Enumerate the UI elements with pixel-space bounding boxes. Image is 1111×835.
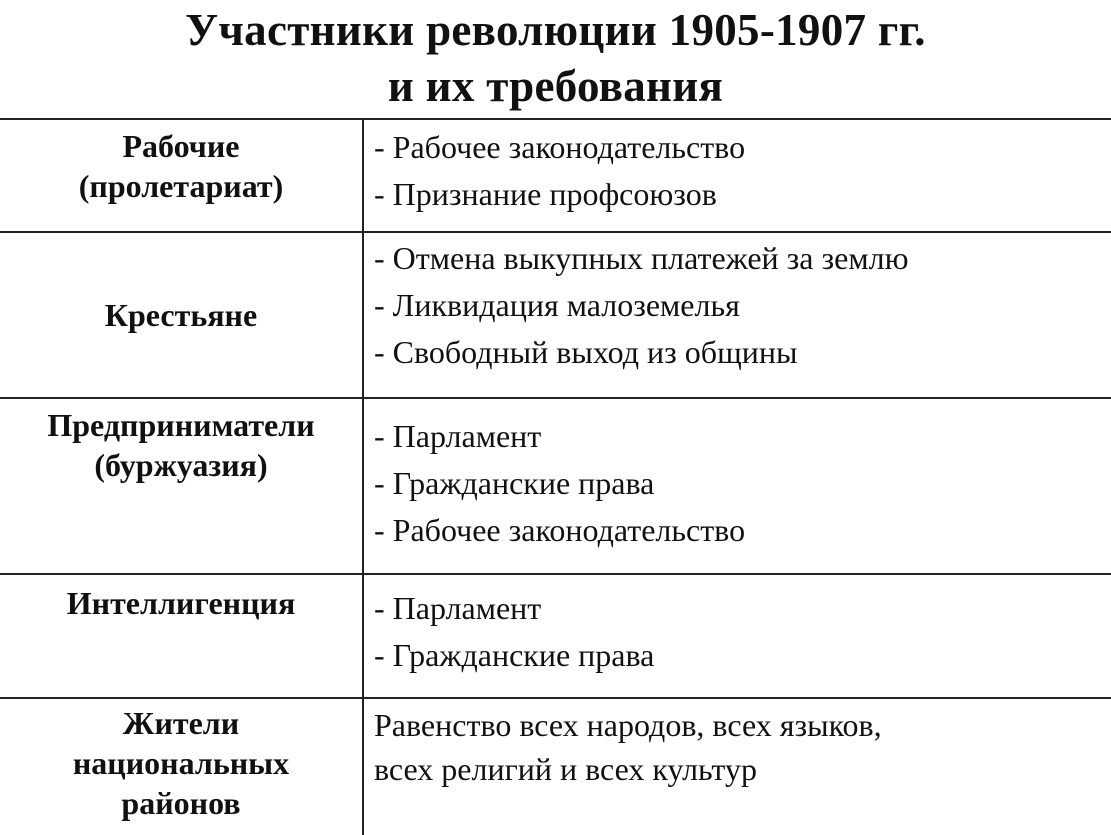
demands-cell	[363, 574, 1111, 698]
demands-cell	[363, 232, 1111, 398]
demand-item: - Рабочее законодательство	[374, 512, 746, 548]
participant-cell	[0, 232, 363, 398]
demand-item: - Гражданские права	[374, 465, 655, 501]
demand-item: - Отмена выкупных платежей за землю	[374, 240, 909, 276]
demand-text: Равенство всех народов, всех языков,	[374, 707, 882, 743]
demands-cell	[363, 698, 1111, 835]
demand-item: - Парламент	[374, 590, 542, 626]
participant-name-qualifier: (пролетариат)	[78, 168, 284, 204]
demand-item: - Рабочее законодательство	[374, 129, 746, 165]
participants-table	[0, 118, 1111, 835]
table-row	[0, 232, 1111, 398]
participant-cell	[0, 119, 363, 232]
demand-item: - Ликвидация малоземелья	[374, 287, 740, 323]
participant-name: Интеллигенция	[66, 585, 296, 621]
table-row	[0, 398, 1111, 574]
participant-cell	[0, 574, 363, 698]
page-title	[0, 2, 1111, 114]
table-row	[0, 119, 1111, 232]
title-line-1: Участники революции 1905-1907 гг.	[185, 5, 926, 55]
demand-item: - Свободный выход из общины	[374, 334, 798, 370]
demands-cell	[363, 398, 1111, 574]
participant-name-qualifier: (буржуазия)	[94, 447, 268, 483]
participant-name: Рабочие	[122, 128, 240, 164]
participant-cell	[0, 398, 363, 574]
title-line-2: и их требования	[387, 61, 724, 111]
participant-name: Крестьяне	[104, 297, 258, 333]
demand-text: всех религий и всех культур	[374, 751, 757, 787]
table-row	[0, 574, 1111, 698]
participant-name: национальных	[72, 745, 290, 781]
demands-cell	[363, 119, 1111, 232]
participant-name: районов	[121, 785, 241, 821]
demand-item: - Парламент	[374, 418, 542, 454]
participant-name: Жители	[122, 705, 240, 741]
demand-item: - Признание профсоюзов	[374, 176, 717, 212]
demand-item: - Гражданские права	[374, 637, 655, 673]
table-row	[0, 698, 1111, 835]
participant-cell	[0, 698, 363, 835]
participant-name: Предприниматели	[47, 407, 315, 443]
